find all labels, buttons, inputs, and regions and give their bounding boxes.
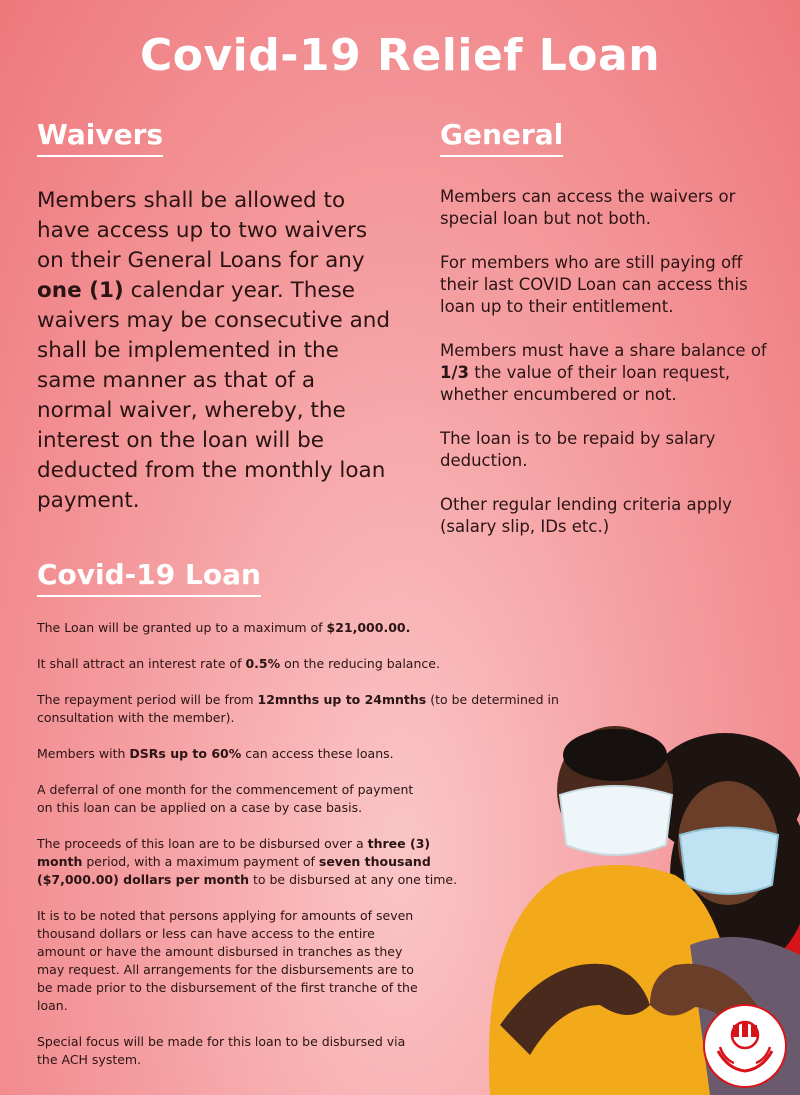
loan-p2-b: on the reducing balance.	[280, 656, 440, 671]
loan-p3-bold: 12mnths up to 24mnths	[257, 692, 427, 707]
loan-p3-b: (to be determined in consultation with the member).	[37, 692, 559, 725]
waivers-heading: Waivers	[37, 118, 163, 157]
loan-p6	[37, 835, 467, 889]
general-p4: The loan is to be repaid by salary deduction.	[440, 429, 716, 470]
loan-p1	[37, 619, 577, 637]
general-p3-bold: 1/3	[440, 363, 469, 382]
loan-p8: Special focus will be made for this loan to be disbursed via the ACH system.	[37, 1034, 406, 1067]
loan-p4-a: Members with	[37, 746, 130, 761]
page-title: Covid-19 Relief Loan	[139, 30, 661, 81]
loan-p6-bold1: three (3) month	[37, 836, 431, 869]
loan-p1-bold: $21,000.00.	[326, 620, 411, 635]
waivers-text-a: Members shall be allowed to have access up to two waivers on their General Loans for any	[37, 188, 368, 273]
waivers-text	[37, 186, 397, 516]
general-p2: For members who are still paying off their last COVID Loan can access this loan up to their entitlement.	[440, 253, 748, 316]
loan-p4-bold: DSRs up to 60%	[129, 746, 242, 761]
general-p3-a: Members must have a share balance of	[440, 341, 767, 360]
general-heading: General	[440, 118, 563, 157]
general-p5: Other regular lending criteria apply (salary slip, IDs etc.)	[440, 495, 732, 536]
waivers-text-bold: one (1)	[37, 278, 124, 303]
loan-p5: A deferral of one month for the commencement of payment on this loan can be applied on a case by case basis.	[37, 782, 414, 815]
general-p3	[440, 340, 780, 406]
loan-p3-a: The repayment period will be from	[37, 692, 258, 707]
loan-p6-b: period, with a maximum payment of	[82, 854, 319, 869]
loan-p6-c: to be disbursed at any one time.	[248, 872, 458, 887]
loan-p7: It is to be noted that persons applying for amounts of seven thousand dollars or less can have access to the entire amount or have the amount disbursed in tranches as they may request. All arrangements for the disbursements are to be made prior to the disbursement of the first tranche of the loan.	[37, 908, 418, 1013]
general-p1: Members can access the waivers or special loan but not both.	[440, 187, 736, 228]
loan-p2	[37, 655, 577, 673]
loan-p2-a: It shall attract an interest rate of	[37, 656, 246, 671]
loan-p3	[37, 691, 577, 727]
loan-p4-b: can access these loans.	[241, 746, 394, 761]
credit-union-hands-emblem-icon	[702, 1003, 788, 1089]
loan-p2-bold: 0.5%	[245, 656, 281, 671]
covid-loan-heading: Covid-19 Loan	[37, 558, 261, 597]
loan-p6-a: The proceeds of this loan are to be disbursed over a	[37, 836, 368, 851]
loan-p6-bold2: seven thousand ($7,000.00) dollars per month	[37, 854, 431, 887]
general-p3-b: the value of their loan request, whether encumbered or not.	[440, 363, 731, 404]
loan-p1-a: The Loan will be granted up to a maximum of	[37, 620, 327, 635]
waivers-text-b: calendar year. These waivers may be consecutive and shall be implemented in the same manner as that of a normal waiver, whereby, the interest on the loan will be deducted from the monthly loan payment.	[37, 278, 391, 513]
general-section	[440, 186, 780, 560]
